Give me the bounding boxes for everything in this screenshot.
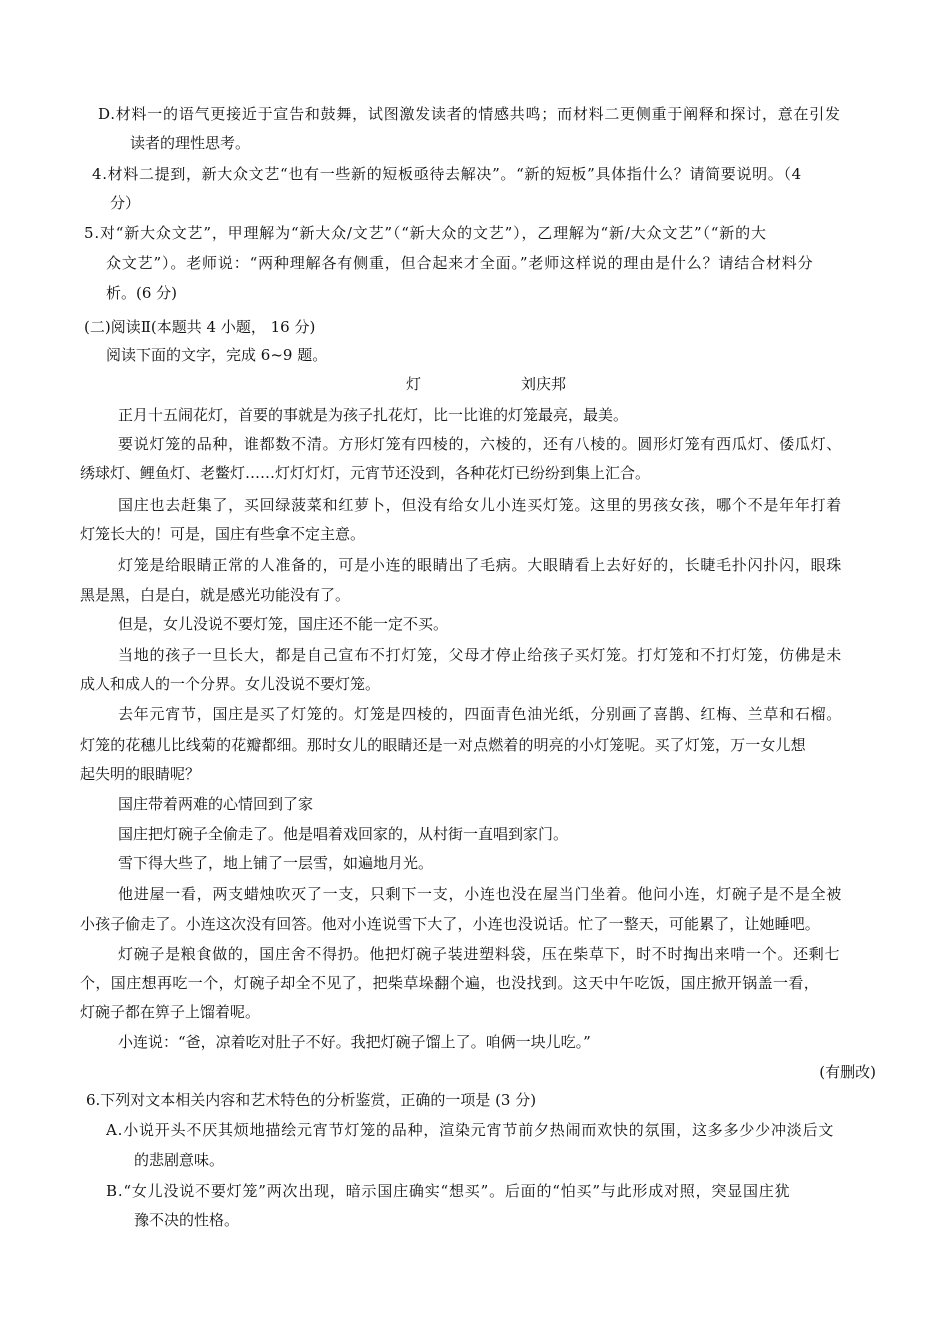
- story-line: 起失明的眼睛呢？: [80, 765, 201, 783]
- story-line: 黑是黑，白是白，就是感光功能没有了。: [80, 586, 351, 604]
- story-line: 但是，女儿没说不要灯笼，国庄还不能一定不买。: [118, 615, 449, 633]
- q4-stem-line1: 4.材料二提到，新大众文艺“也有一些新的短板亟待去解决”。“新的短板”具体指什么？请简要说明。（4: [92, 165, 802, 183]
- q6-option-a-line1: A.小说开头不厌其烦地描绘元宵节灯笼的品种，渲染元宵节前夕热闹而欢快的氛围，这多多少少冲淡后文: [106, 1121, 835, 1139]
- q6-stem: 6.下列对文本相关内容和艺术特色的分析鉴赏，正确的一项是 (3 分): [86, 1091, 537, 1109]
- story-line: 正月十五闹花灯，首要的事就是为孩子扎花灯，比一比谁的灯笼最亮，最美。: [118, 406, 629, 424]
- q6-option-b-line1: B.“女儿没说不要灯笼”两次出现，暗示国庄确实“想买”。后面的“怕买”与此形成对照，突显国庄犹: [106, 1182, 791, 1200]
- q6-option-b-line2: 豫不决的性格。: [134, 1211, 240, 1229]
- story-line: 小孩子偷走了。小连这次没有回答。他对小连说雪下大了，小连也没说话。忙了一整天，可能累了，让她睡吧。: [80, 915, 820, 933]
- story-line: 成人和成人的一个分界。女儿没说不要灯笼。: [80, 675, 381, 693]
- story-line: 灯笼是给眼睛正常的人准备的，可是小连的眼睛出了毛病。大眼睛看上去好好的，长睫毛扑闪扑闪，眼珠: [118, 556, 843, 574]
- story-author: 刘庆邦: [521, 375, 567, 393]
- story-line: 国庄也去赶集了，买回绿菠菜和红萝卜，但没有给女儿小连买灯笼。这里的男孩女孩，哪个不是年年打着: [118, 496, 843, 514]
- story-note: (有删改): [819, 1063, 876, 1081]
- story-line: 绣球灯、鲤鱼灯、老鳖灯……灯灯灯灯，元宵节还没到，各种花灯已纷纷到集上汇合。: [80, 464, 651, 482]
- q4-stem-line2: 分）: [110, 194, 141, 212]
- q5-stem-line1: 5.对“新大众文艺”，甲理解为“新大众/文艺”（“新大众的文艺”），乙理解为“新/大众文艺”（“新的大: [84, 224, 767, 242]
- story-line: 灯笼的花穗儿比线菊的花瓣都细。那时女儿的眼睛还是一对点燃着的明亮的小灯笼呢。买了灯笼，万一女儿想: [80, 736, 806, 754]
- story-title: 灯: [406, 375, 422, 393]
- story-line: 国庄把灯碗子全偷走了。他是唱着戏回家的，从村街一直唱到家门。: [118, 825, 569, 843]
- story-line: 小连说：“爸，凉着吃对肚子不好。我把灯碗子馏上了。咱俩一块儿吃。”: [118, 1033, 591, 1051]
- story-line: 去年元宵节，国庄是买了灯笼的。灯笼是四棱的，四面青色油光纸，分别画了喜鹊、红梅、兰草和石榴。: [118, 705, 843, 723]
- q3-option-d-line1: D.材料一的语气更接近于宣告和鼓舞，试图激发读者的情感共鸣；而材料二更侧重于阐释和探讨，意在引发: [98, 105, 841, 123]
- q6-option-a-line2: 的悲剧意味。: [134, 1151, 225, 1169]
- story-line: 个，国庄想再吃一个，灯碗子却全不见了，把柴草垛翻个遍，也没找到。这天中午吃饭，国庄掀开锅盖一看，: [80, 974, 820, 992]
- story-line: 他进屋一看，两支蜡烛吹灭了一支，只剩下一支，小连也没在屋当门坐着。他问小连，灯碗子是不是全被: [118, 885, 843, 903]
- story-line: 灯碗子是粮食做的，国庄舍不得扔。他把灯碗子装进塑料袋，压在柴草下，时不时掏出来啃一个。还剩七: [118, 945, 841, 963]
- story-line: 灯笼长大的！可是，国庄有些拿不定主意。: [80, 525, 366, 543]
- story-line: 要说灯笼的品种，谁都数不清。方形灯笼有四棱的，六棱的，还有八棱的。圆形灯笼有西瓜灯、倭瓜灯、: [118, 435, 843, 453]
- story-line: 当地的孩子一旦长大，都是自己宣布不打灯笼，父母才停止给孩子买灯笼。打灯笼和不打灯笼，仿佛是未: [118, 646, 843, 664]
- q5-stem-line3: 析。(6 分): [106, 284, 178, 302]
- section2-instruction: 阅读下面的文字，完成 6~9 题。: [106, 346, 328, 364]
- story-line: 灯碗子都在箅子上馏着呢。: [80, 1003, 261, 1021]
- q5-stem-line2: 众文艺”）。老师说：“两种理解各有侧重，但合起来才全面。”老师这样说的理由是什么？请结合材料分: [106, 254, 814, 272]
- q3-option-d-line2: 读者的理性思考。: [130, 134, 251, 152]
- section2-header: (二)阅读Ⅱ(本题共 4 小题， 16 分): [84, 318, 316, 336]
- story-line: 国庄带着两难的心情回到了家: [118, 795, 314, 813]
- story-line: 雪下得大些了，地上铺了一层雪，如遍地月光。: [118, 854, 434, 872]
